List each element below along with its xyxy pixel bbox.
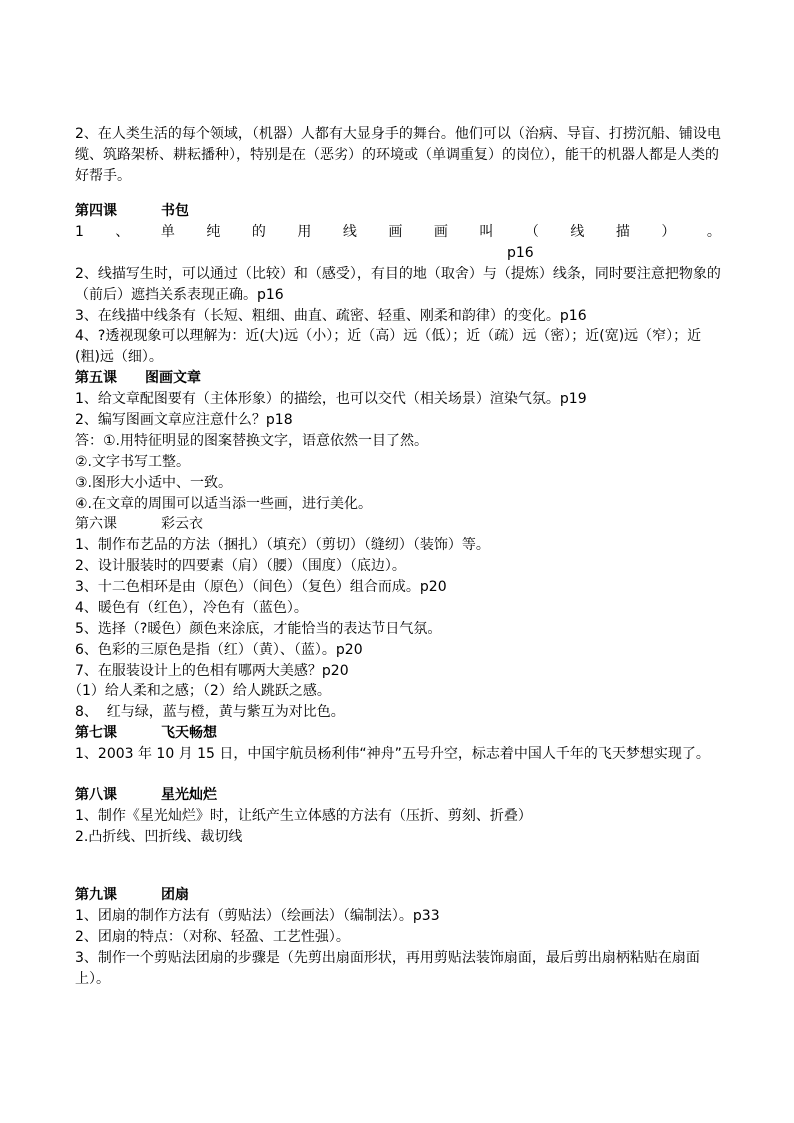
lesson9-item-1: 1、团扇的制作方法有（剪贴法）（绘画法）（编制法）。p33	[75, 908, 440, 924]
lesson7-heading	[75, 723, 721, 744]
lesson4-item-1-char: ）	[661, 224, 676, 240]
lesson6-item-4: 4、暖色有（红色），冷色有（蓝色）。	[75, 600, 308, 616]
lesson6-title: 彩云衣	[161, 516, 203, 532]
lesson8-item-2: 2.凸折线、凹折线、裁切线	[75, 829, 243, 845]
lesson4-item-1-char: 单	[160, 224, 175, 240]
lesson9-item-2: 2、团扇的特点：（对称、轻盈、工艺性强）。	[75, 929, 350, 945]
lesson4-item-1-char: 的	[251, 224, 266, 240]
lesson9-title: 团扇	[161, 887, 189, 903]
lesson4-item-1-char: 1	[75, 224, 84, 240]
lesson9-heading	[75, 885, 721, 906]
lesson4-item-4: 4、?透视现象可以理解为：近(大)远（小）；近（高）远（低）；近（疏）远（密）；近(宽)远（窄）；近(粗)远（细）。	[75, 328, 702, 365]
lesson6-item-7: 7、在服装设计上的色相有哪两大美感？p20	[75, 663, 349, 679]
lesson4-item-1-char: 画	[388, 224, 403, 240]
lesson6-number: 第六课	[75, 516, 117, 532]
lesson4-item-1	[75, 222, 721, 264]
lesson4-item-2: 2、线描写生时，可以通过（比较）和（感受），有目的地（取舍）与（提炼）线条，同时要注意把物象的（前后）遮挡关系表现正确。p16	[75, 266, 721, 303]
lesson5-answer-4: ④.在文章的周围可以适当添一些画，进行美化。	[75, 496, 372, 512]
lesson5-heading: 第五课 图画文章	[75, 370, 201, 386]
lesson6-heading	[75, 514, 721, 535]
lesson8-heading	[75, 785, 721, 806]
lesson4-item-1-char: 用	[297, 224, 312, 240]
lesson4-item-1-char: 线	[570, 224, 585, 240]
lesson4-item-1-char: （	[524, 224, 539, 240]
lesson4-item-3: 3、在线描中线条有（长短、粗细、曲直、疏密、轻重、刚柔和韵律）的变化。p16	[75, 308, 587, 324]
lesson6-item-5: 5、选择（?暖色）颜色来涂底，才能恰当的表达节日气氛。	[75, 621, 442, 637]
lesson5-answer-2: ②.文字书写工整。	[75, 454, 191, 470]
lesson8-item-1: 1、制作《星光灿烂》时，让纸产生立体感的方法有（压折、剪刻、折叠）	[75, 808, 532, 824]
lesson9-item-3: 3、制作一个剪贴法团扇的步骤是（先剪出扇面形状，再用剪贴法装饰扇面，最后剪出扇柄粘贴在扇面上）。	[75, 950, 700, 987]
lesson4-item-1-page: p16	[507, 245, 534, 261]
lesson6-item-3: 3、十二色相环是由（原色）（间色）（复色）组合而成。p20	[75, 579, 447, 595]
intro-item-2: 2、在人类生活的每个领域，（机器）人都有大显身手的舞台。他们可以（治病、导盲、打捞沉船、铺设电缆、筑路架桥、耕耘播种），特别是在（恶劣）的环境或（单调重复）的岗位），能干的机器人都是人类的好帮手。	[75, 126, 721, 184]
lesson6-item-1: 1、制作布艺品的方法（捆扎）（填充）（剪切）（缝纫）（装饰）等。	[75, 537, 490, 553]
lesson4-item-1-char: 、	[115, 224, 130, 240]
lesson8-title: 星光灿烂	[161, 787, 217, 803]
lesson4-heading	[75, 201, 721, 222]
lesson7-item-1: 1、2003 年 10 月 15 日，中国宇航员杨利伟“神舟”五号升空，标志着中国人千年的飞天梦想实现了。	[75, 746, 710, 762]
lesson4-item-1-char: 叫	[479, 224, 494, 240]
lesson6-item-8: 8、 红与绿，蓝与橙，黄与紫互为对比色。	[75, 704, 345, 720]
lesson7-title: 飞天畅想	[161, 725, 217, 741]
lesson8-number: 第八课	[75, 787, 117, 803]
lesson7-number: 第七课	[75, 725, 117, 741]
lesson5-answer-3: ③.图形大小适中、一致。	[75, 475, 233, 491]
lesson4-item-1-char: 画	[433, 224, 448, 240]
lesson5-answer-1: 答：①.用特征明显的图案替换文字，语意依然一目了然。	[75, 433, 428, 449]
lesson6-item-6: 6、色彩的三原色是指（红）（黄）、（蓝）。p20	[75, 642, 363, 658]
lesson6-item-7-answer: （1）给人柔和之感；（2）给人跳跃之感。	[68, 683, 331, 699]
lesson4-item-1-spread	[75, 222, 721, 243]
lesson4-item-1-char: 线	[342, 224, 357, 240]
lesson4-item-1-char: 描	[615, 224, 630, 240]
lesson5-item-1: 1、给文章配图要有（主体形象）的描绘，也可以交代（相关场景）渲染气氛。p19	[75, 391, 587, 407]
lesson6-item-2: 2、设计服装时的四要素（肩）（腰）（围度）（底边）。	[75, 558, 406, 574]
lesson4-item-1-char: 。	[706, 224, 721, 240]
lesson4-number: 第四课	[75, 203, 117, 219]
lesson4-title: 书包	[161, 203, 189, 219]
lesson5-item-2: 2、编写图画文章应注意什么？p18	[75, 412, 293, 428]
lesson9-number: 第九课	[75, 887, 117, 903]
lesson4-item-1-char: 纯	[206, 224, 221, 240]
